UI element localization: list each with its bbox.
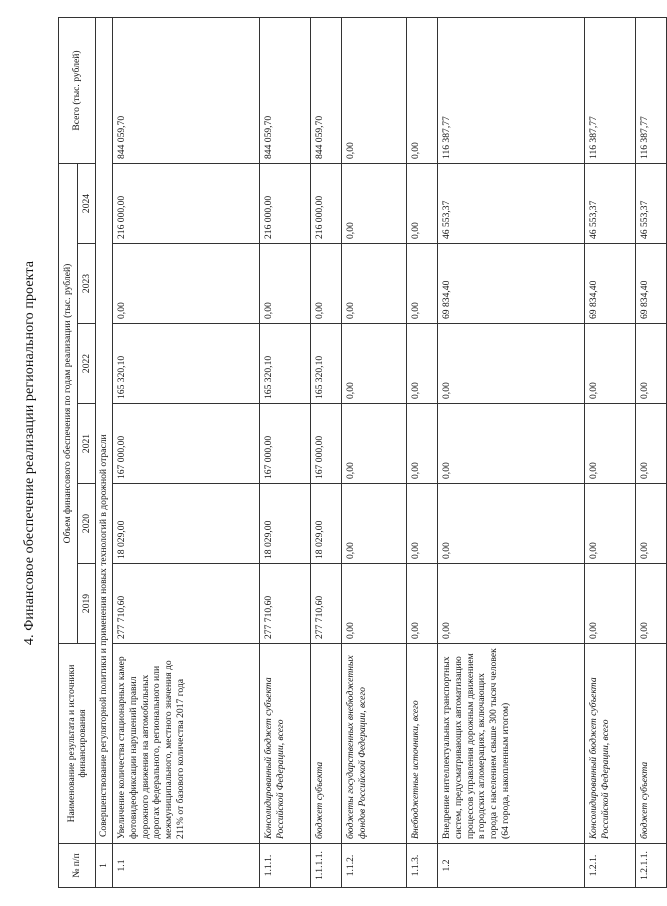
cell-value: 0,00 [342,564,407,644]
cell-value: 69 834,40 [585,244,636,324]
row-name: Консолидированный бюджет субъекта Российской Федерации, всего [260,644,311,844]
cell-value: 0,00 [342,164,407,244]
table-row [342,18,407,888]
cell-total: 116 387,77 [636,18,667,164]
cell-value: 46 553,37 [585,164,636,244]
cell-total: 844 059,70 [113,18,260,164]
cell-total: 0,00 [342,18,407,164]
table-row [113,18,260,888]
row-num: 1.1.1.1. [311,844,342,888]
rotated-document [0,14,651,892]
cell-value: 69 834,40 [636,244,667,324]
cell-value: 0,00 [636,324,667,404]
cell-value: 0,00 [438,324,585,404]
section-row [96,18,113,888]
page-title: 4. Финансовое обеспечение реализации регионального проекта [22,260,37,646]
row-name: бюджет субъекта [311,644,342,844]
cell-value: 165 320,10 [260,324,311,404]
header-year: 2023 [77,244,96,324]
cell-total: 0,00 [407,18,438,164]
cell-value: 167 000,00 [113,404,260,484]
cell-value: 0,00 [407,164,438,244]
section-num: 1 [96,844,113,888]
cell-value: 216 000,00 [113,164,260,244]
cell-value: 46 553,37 [438,164,585,244]
row-name: Внедрение интеллектуальных транспортных систем, предусматривающих автоматизацию процессов управления дорожным движением в городских агломерациях, включающих города с населением свыше 300 тысяч человек (64 города, накопленным итогом) [438,644,585,844]
header-name: Наименование результата и источники финансирования [59,644,96,844]
cell-value: 0,00 [585,324,636,404]
cell-value: 18 029,00 [113,484,260,564]
cell-value: 0,00 [585,564,636,644]
cell-value: 167 000,00 [260,404,311,484]
header-year: 2022 [77,324,96,404]
finance-table [58,17,667,888]
table-row [407,18,438,888]
cell-value: 0,00 [407,324,438,404]
cell-value: 0,00 [260,244,311,324]
cell-total: 844 059,70 [311,18,342,164]
row-name: бюджет субъекта [636,644,667,844]
row-num: 1.1 [113,844,260,888]
cell-value: 0,00 [311,244,342,324]
cell-value: 46 553,37 [636,164,667,244]
cell-value: 167 000,00 [311,404,342,484]
cell-total: 844 059,70 [260,18,311,164]
table-row [636,18,667,888]
row-num: 1.2 [438,844,585,888]
cell-value: 0,00 [438,484,585,564]
cell-value: 277 710,60 [311,564,342,644]
header-volume: Объем финансового обеспечения по годам реализации (тыс. рублей) [59,164,78,644]
row-name: Внебюджетные источники, всего [407,644,438,844]
header-year: 2020 [77,484,96,564]
section-text: Совершенствование регуляторной политики и применения новых технологий в дорожной отрасли [96,18,113,844]
row-num: 1.1.1. [260,844,311,888]
cell-value: 69 834,40 [438,244,585,324]
cell-value: 0,00 [407,404,438,484]
row-num: 1.2.1. [585,844,636,888]
cell-value: 216 000,00 [311,164,342,244]
cell-value: 277 710,60 [260,564,311,644]
header-year: 2021 [77,404,96,484]
cell-value: 0,00 [113,244,260,324]
table-row [585,18,636,888]
header-num: № п/п [59,844,96,888]
row-num: 1.1.2. [342,844,407,888]
cell-value: 18 029,00 [311,484,342,564]
cell-value: 0,00 [342,244,407,324]
cell-value: 0,00 [636,564,667,644]
cell-total: 116 387,77 [438,18,585,164]
row-name: Консолидированный бюджет субъекта Российской Федерации, всего [585,644,636,844]
cell-value: 0,00 [438,404,585,484]
cell-value: 0,00 [636,484,667,564]
cell-value: 277 710,60 [113,564,260,644]
cell-value: 18 029,00 [260,484,311,564]
cell-value: 0,00 [438,564,585,644]
cell-value: 0,00 [342,484,407,564]
cell-value: 0,00 [342,404,407,484]
table-row [438,18,585,888]
header-row-1 [59,18,78,888]
cell-value: 0,00 [342,324,407,404]
cell-value: 0,00 [407,484,438,564]
table-row [260,18,311,888]
cell-value: 0,00 [585,484,636,564]
cell-value: 165 320,10 [311,324,342,404]
cell-total: 116 387,77 [585,18,636,164]
header-total: Всего (тыс. рублей) [59,18,96,164]
cell-value: 0,00 [636,404,667,484]
row-num: 1.2.1.1. [636,844,667,888]
row-name: бюджеты государственных внебюджетных фондов Российской Федерации, всего [342,644,407,844]
cell-value: 0,00 [407,244,438,324]
cell-value: 0,00 [407,564,438,644]
table-row [311,18,342,888]
cell-value: 165 320,10 [113,324,260,404]
cell-value: 216 000,00 [260,164,311,244]
header-year: 2019 [77,564,96,644]
cell-value: 0,00 [585,404,636,484]
row-num: 1.1.3. [407,844,438,888]
row-name: Увеличение количества стационарных камер фотовидеофиксации нарушений правил дорожного движения на автомобильных дорогах федерального, регионального или межмуниципального, местного значения до 211% от базового количества 2017 года [113,644,260,844]
header-year: 2024 [77,164,96,244]
